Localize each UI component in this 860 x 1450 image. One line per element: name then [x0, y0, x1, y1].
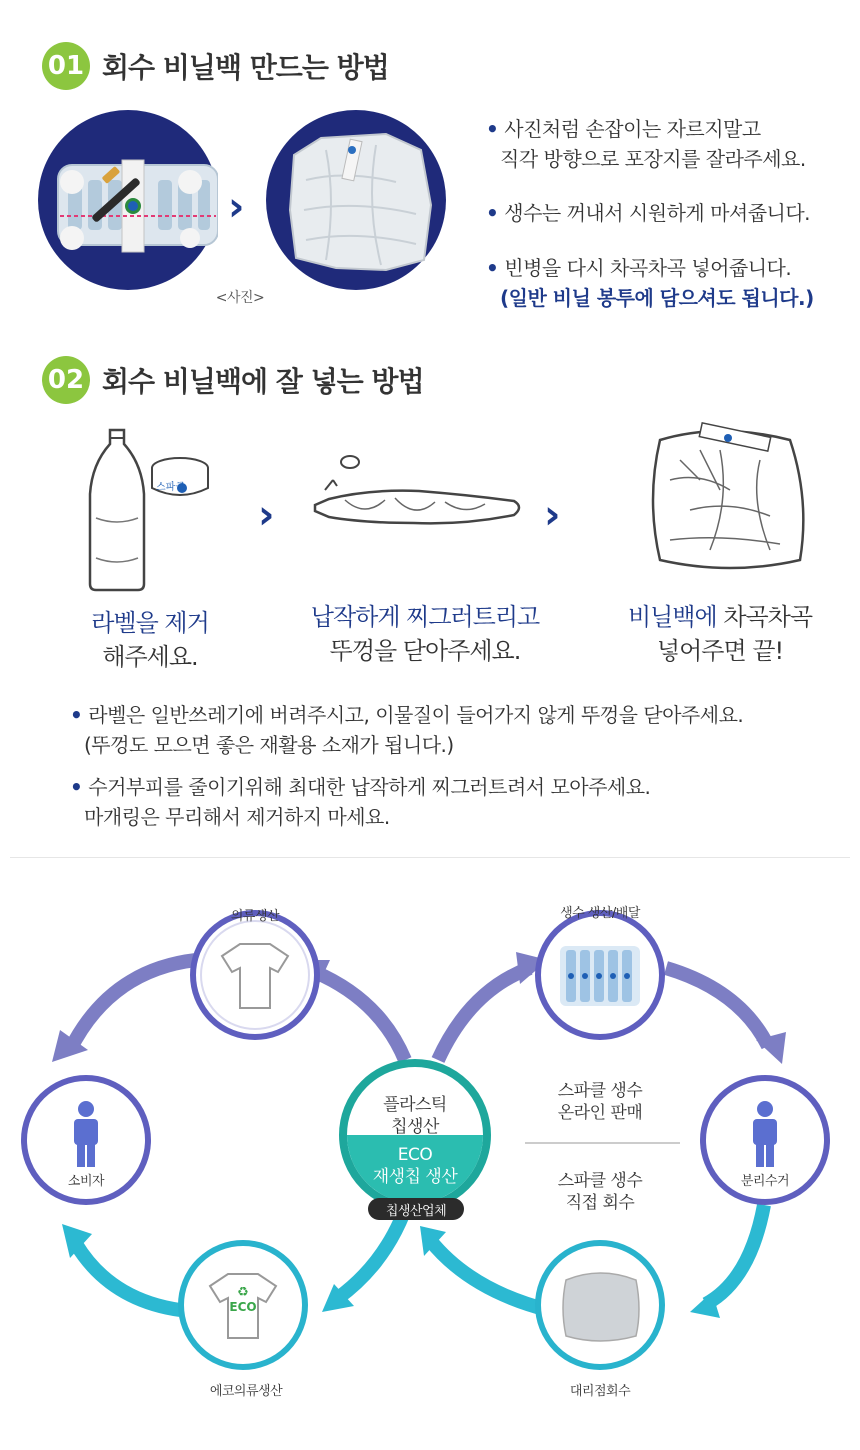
photo-wrapped-pack — [38, 110, 218, 290]
instruction-3 — [486, 253, 814, 313]
arrow-eco-to-consumer — [76, 1244, 180, 1310]
photo-cut-bag — [266, 110, 446, 290]
instruction-1 — [486, 114, 806, 174]
step-1-caption-highlight: 라벨을 제거 — [91, 609, 209, 637]
chip-bottom-line2: 재생칩 생산 — [372, 1167, 458, 1187]
section-1-title: 회수 비닐백 만드는 방법 — [102, 51, 389, 84]
step-3-caption-line2: 넣어주면 끝! — [656, 637, 784, 665]
arrow-separate-to-agency — [706, 1205, 764, 1304]
online-sales-line2: 온라인 판매 — [557, 1103, 643, 1123]
bullet-dot: • — [486, 117, 499, 141]
instruction-3-line1: 빈병을 다시 차곡차곡 넣어줍니다. — [504, 256, 792, 280]
step-3-caption-highlight: 비닐백에 — [627, 603, 717, 631]
online-sales-line1: 스파클 생수 — [557, 1081, 643, 1101]
step-1-badge: 01 — [42, 42, 90, 90]
online-sales-text — [540, 1080, 660, 1124]
section-divider — [10, 857, 850, 858]
recycle-icon: ♻ — [237, 1285, 249, 1300]
arrow-clothing-to-consumer — [70, 960, 196, 1050]
chevron-right-icon: › — [544, 492, 561, 538]
node-water — [538, 913, 662, 1037]
chip-bottom-text — [355, 1144, 475, 1188]
eco-shirt-text: ECO — [229, 1300, 257, 1314]
arrow-water-to-separate — [666, 968, 768, 1046]
note-1-line1: 라벨은 일반쓰레기에 버려주시고, 이물질이 들어가지 않게 뚜껑을 닫아주세요. — [88, 703, 744, 727]
chip-bottom-line1: ECO — [397, 1145, 433, 1165]
arrow-chip-to-water — [438, 968, 530, 1060]
bottle-label-illustration — [80, 428, 220, 593]
crushed-bag-icon — [563, 1273, 639, 1341]
chip-top-line2: 칩생산 — [391, 1117, 439, 1137]
instruction-1-line2: 직각 방향으로 포장지를 잘라주세요. — [500, 147, 806, 171]
section-2-title: 회수 비닐백에 잘 넣는 방법 — [102, 365, 424, 398]
node-clothing — [193, 913, 317, 1037]
photo-caption: <사진> — [215, 290, 265, 306]
step-2-caption-highlight: 납작하게 찌그러트리고 — [310, 603, 540, 631]
step-2-caption-line2: 뚜껑을 닫아주세요. — [329, 637, 521, 665]
step-3-caption-rest: 차곡차곡 — [716, 603, 813, 631]
direct-collect-text — [540, 1170, 660, 1214]
chip-top-text — [365, 1094, 465, 1138]
chip-producer-tag: 칩생산업체 — [385, 1204, 447, 1219]
note-2 — [70, 772, 650, 832]
crushed-bottle-illustration — [305, 450, 525, 540]
label-eco-clothing: 에코의류생산 — [209, 1384, 283, 1399]
step-1-caption-line2: 해주세요. — [102, 643, 198, 671]
note-2-line1: 수거부피를 줄이기위해 최대한 납작하게 찌그러트려서 모아주세요. — [88, 775, 651, 799]
bullet-dot: • — [486, 201, 499, 225]
arrow-agency-to-chip — [430, 1240, 548, 1310]
instruction-2 — [486, 198, 810, 228]
water-bottles-icon — [560, 946, 640, 1006]
step-1-caption — [40, 606, 260, 674]
chip-producer-center — [343, 1063, 487, 1220]
direct-collect-line2: 직접 회수 — [565, 1193, 635, 1213]
label-separate: 분리수거 — [740, 1174, 790, 1189]
bullet-dot: • — [70, 775, 83, 799]
filled-bag-illustration — [640, 420, 810, 575]
note-1 — [70, 700, 743, 760]
chevron-right-icon: › — [228, 184, 245, 230]
note-2-line2: 마개링은 무리해서 제거하지 마세요. — [84, 805, 390, 829]
direct-collect-line1: 스파클 생수 — [557, 1171, 643, 1191]
label-brand-text: 스파클 — [156, 482, 185, 493]
label-clothing: 의류생산 — [230, 909, 280, 924]
bullet-dot: • — [70, 703, 83, 727]
label-water: 생수 생산/배달 — [560, 906, 640, 921]
step-2-badge: 02 — [42, 356, 90, 404]
node-agency — [538, 1243, 662, 1367]
note-1-line2: (뚜껑도 모으면 좋은 재활용 소재가 됩니다.) — [84, 733, 454, 757]
label-agency: 대리점회수 — [569, 1384, 631, 1399]
instruction-3-note: (일반 비닐 봉투에 담으셔도 됩니다.) — [500, 286, 814, 310]
label-consumer: 소비자 — [67, 1174, 105, 1189]
arrow-chip-to-clothing — [315, 972, 405, 1060]
step-3-caption — [605, 600, 835, 668]
chip-top-line1: 플라스틱 — [383, 1095, 447, 1115]
step-2-caption — [290, 600, 560, 668]
bullet-dot: • — [486, 256, 499, 280]
instruction-2-line1: 생수는 꺼내서 시원하게 마셔줍니다. — [504, 201, 811, 225]
instruction-1-line1: 사진처럼 손잡이는 자르지말고 — [504, 117, 761, 141]
chevron-right-icon: › — [258, 492, 275, 538]
